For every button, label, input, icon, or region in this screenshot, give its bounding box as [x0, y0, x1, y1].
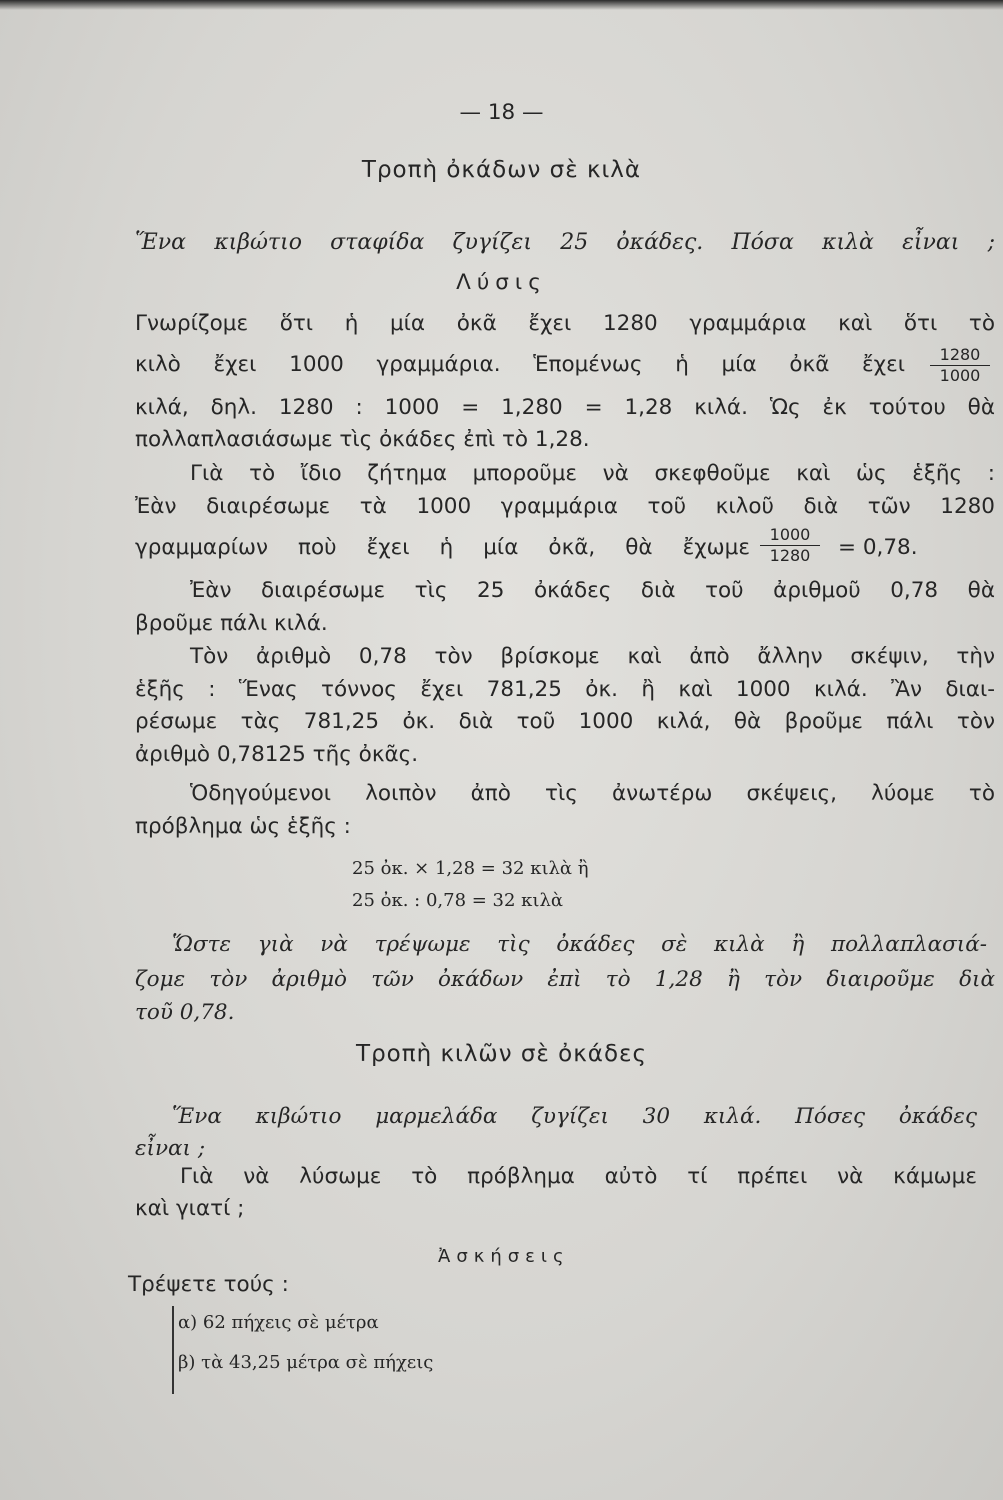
text-line: πρόβλημα ὡς ἑξῆς :	[135, 814, 351, 839]
paragraph-first-line: Τὸν ἀριθμὸ 0,78 τὸν βρίσκομε καὶ ἀπὸ ἄλλην σκέψιν, τὴν	[190, 644, 995, 669]
text-line: ρέσωμε τὰς 781,25 ὀκ. διὰ τοῦ 1000 κιλά, θὰ βροῦμε πάλι τὸν	[135, 709, 995, 734]
text-line: βροῦμε πάλι κιλά.	[135, 611, 328, 636]
text-line: ἀριθμὸ 0,78125 τῆς ὀκᾶς.	[135, 742, 419, 767]
text-line: κιλά, δηλ. 1280 : 1000 = 1,280 = 1,28 κιλά. Ὡς ἐκ τούτου θὰ	[135, 395, 995, 420]
rule-line: Ὥστε γιὰ νὰ τρέψωμε τὶς ὀκάδες σὲ κιλὰ ἢ πολλαπλασιά-	[172, 932, 987, 957]
calculation-line: 25 ὀκ. × 1,28 = 32 κιλὰ ἢ	[352, 858, 589, 879]
rule-line: ζομε τὸν ἀριθμὸ τῶν ὀκάδων ἐπὶ τὸ 1,28 ἢ τὸν διαιροῦμε διὰ	[135, 967, 995, 992]
fraction-denominator: 1000	[939, 366, 981, 385]
solution-heading: Λύσις	[456, 270, 547, 295]
section-title-1: Τροπὴ ὀκάδων σὲ κιλὰ	[361, 157, 642, 183]
fraction-1280-1000	[930, 345, 990, 386]
problem-statement-2: εἶναι ;	[135, 1136, 206, 1161]
paragraph-first-line: Ἐὰν διαιρέσωμε τὶς 25 ὀκάδες διὰ τοῦ ἀριθμοῦ 0,78 θὰ	[190, 578, 995, 603]
exercise-item: α) 62 πήχεις σὲ μέτρα	[178, 1312, 379, 1333]
problem-statement-2: Ἕνα κιβώτιο μαρμελάδα ζυγίζει 30 κιλά. Πόσες ὀκάδες	[172, 1104, 977, 1129]
exercises-intro: Τρέψετε τούς :	[128, 1272, 289, 1297]
text-line: Ἐὰν διαιρέσωμε τὰ 1000 γραμμάρια τοῦ κιλοῦ διὰ τῶν 1280	[135, 494, 995, 519]
fraction-numerator: 1280	[930, 345, 990, 366]
exercises-heading: Ἀσκήσεις	[438, 1246, 570, 1267]
section-title-2: Τροπὴ κιλῶν σὲ ὀκάδες	[356, 1041, 647, 1067]
text-line: Γνωρίζομε ὅτι ἡ μία ὀκᾶ ἔχει 1280 γραμμάρια καὶ ὅτι τὸ	[135, 311, 995, 336]
text-line: = 0,78.	[838, 535, 918, 560]
paragraph-first-line: Γιὰ νὰ λύσωμε τὸ πρόβλημα αὐτὸ τί πρέπει νὰ κάμωμε	[180, 1164, 977, 1189]
exercise-item: β) τὰ 43,25 μέτρα σὲ πήχεις	[178, 1352, 434, 1373]
rule-line: τοῦ 0,78.	[135, 1000, 235, 1025]
page-number: — 18 —	[459, 100, 544, 125]
exercise-bracket	[172, 1306, 174, 1394]
fraction-denominator: 1280	[769, 546, 811, 565]
calculation-line: 25 ὀκ. : 0,78 = 32 κιλὰ	[352, 890, 564, 911]
text-line: ἑξῆς : Ἕνας τόννος ἔχει 781,25 ὀκ. ἢ καὶ 1000 κιλά. Ἂν διαι-	[135, 677, 995, 702]
text-line: γραμμαρίων ποὺ ἔχει ἡ μία ὀκᾶ, θὰ ἔχωμε	[135, 535, 750, 560]
text-line: καὶ γιατί ;	[135, 1196, 245, 1221]
text-line: κιλὸ ἔχει 1000 γραμμάρια. Ἑπομένως ἡ μία ὀκᾶ ἔχει	[135, 352, 905, 377]
problem-statement-1: Ἕνα κιβώτιο σταφίδα ζυγίζει 25 ὀκάδες. Πόσα κιλὰ εἶναι ;	[135, 230, 995, 255]
paragraph-first-line: Ὁδηγούμενοι λοιπὸν ἀπὸ τὶς ἀνωτέρω σκέψεις, λύομε τὸ	[190, 781, 995, 806]
text-line: πολλαπλασιάσωμε τὶς ὀκάδες ἐπὶ τὸ 1,28.	[135, 427, 590, 452]
paragraph-first-line: Γιὰ τὸ ἴδιο ζήτημα μποροῦμε νὰ σκεφθοῦμε καὶ ὡς ἑξῆς :	[190, 461, 995, 486]
fraction-numerator: 1000	[760, 525, 820, 546]
fraction-1000-1280	[760, 525, 820, 566]
